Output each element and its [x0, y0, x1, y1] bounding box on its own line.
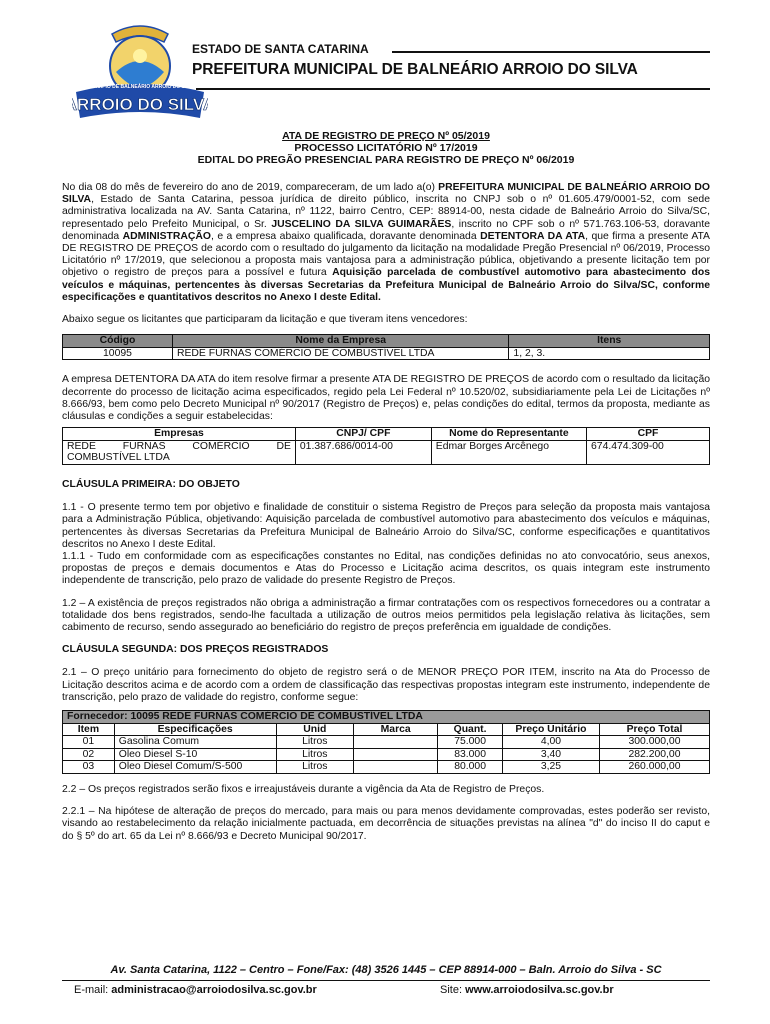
cell-especificacao: Gasolina Comum — [114, 736, 276, 749]
clausula-1-1-1: 1.1.1 - Tudo em conformidade com as especificações constantes no Edital, nas condições definidas no ato convocatório, seus anexos, propostas de preços e demais documentos e Atas do Processo e Licitação acima descritos, os quais integram este instrumento independente de transcrição, pelo prazo de validade do presente Registro de Preços. — [62, 551, 710, 587]
table-row — [63, 736, 710, 749]
municipal-logo — [72, 20, 208, 122]
cell-unid: Litros — [276, 736, 354, 749]
intro-text-h: DETENTORA DA ATA — [480, 230, 586, 242]
col-unid: Unid — [276, 723, 354, 736]
col-quant: Quant. — [438, 723, 503, 736]
cell-preco-unitario: 3,40 — [502, 748, 599, 761]
col-item: Item — [63, 723, 115, 736]
detentora-table — [62, 427, 710, 465]
col-preco-total: Preço Total — [599, 723, 709, 736]
svg-text:ARROIO DO SILVA: ARROIO DO SILVA — [72, 95, 208, 114]
cell-preco-total: 260.000,00 — [599, 761, 709, 774]
header-rule-top — [392, 51, 710, 53]
cell-preco-unitario: 3,25 — [502, 761, 599, 774]
cell-marca — [354, 761, 438, 774]
clausula-2-1: 2.1 – O preço unitário para fornecimento do objeto de registro será o de MENOR PREÇO POR ITEM, inscrito na Ata do Processo de Licitação descritos acima e de acordo com a ordem de classificação das respectivas propostas integram este instrumento, independente de transcrição, pelo prazo de validade do registro, conforme segue: — [62, 667, 710, 703]
cell-item: 01 — [63, 736, 115, 749]
cell-item: 03 — [63, 761, 115, 774]
clausula-2-2-1: 2.2.1 – Na hipótese de alteração de preços do mercado, para mais ou para menos devidamente comprovadas, estes poderão ser revisto, visando ao restabelecimento da relação inicialmente pactuada, em decorrência de situações previstas na alínea "d" do inciso II do caput e do § 5º do art. 65 da Lei nº 8.666/93 e Decreto Municipal 90/2017. — [62, 806, 710, 842]
col-codigo: Código — [63, 335, 173, 348]
cell-empresa: REDE FURNAS COMÉRCIO DE COMBUSTÍVEL LTDA — [172, 347, 508, 360]
clausula-1-1: 1.1 - O presente termo tem por objetivo e finalidade de constituir o sistema Registro de Preços para seleção da proposta mais vantajosa para a Administração Pública, objetivando: Aquisição parcelada de combustível automotivo para abastecimento dos veículos e máquinas, pertencentes às diversas Secretarias da Prefeitura Municipal de Balneário Arroio do Silva/SC, conforme especificações e quantitativos descritos no Anexo I deste Edital. — [62, 502, 710, 550]
logo-small-text: MUNICÍPIO DE BALNEÁRIO ARROIO DO SILVA — [84, 84, 196, 90]
clausula-primeira-title: CLÁUSULA PRIMEIRA: DO OBJETO — [62, 479, 240, 491]
cell-representante: Edmar Borges Arcênego — [431, 440, 586, 464]
clausula-segunda-title: CLÁUSULA SEGUNDA: DOS PREÇOS REGISTRADOS — [62, 644, 329, 656]
cell-unid: Litros — [276, 761, 354, 774]
processo-title: PROCESSO LICITATÓRIO Nº 17/2019 — [294, 141, 478, 154]
cell-marca — [354, 748, 438, 761]
cell-marca — [354, 736, 438, 749]
col-empresas: Empresas — [63, 428, 296, 441]
cell-quant: 75.000 — [438, 736, 503, 749]
intro-text-b: PREFEITURA MUNICIPAL DE BALNEÁRIO ARROIO DO SILVA — [62, 182, 710, 206]
ata-title: ATA DE REGISTRO DE PREÇO Nº 05/2019 — [282, 130, 490, 142]
email-link[interactable]: administracao@arroiodosilva.sc.gov.br — [111, 984, 317, 996]
col-cpf: CPF — [587, 428, 710, 441]
clausula-1-2: 1.2 – A existência de preços registrados não obriga a administração a firmar contratações com os respectivos fornecedores ou a contratar a totalidade dos bens registrados, sendo-lhe facultada a utilização de outros meios permitidos pela legislação relativa às licitações, sem cabimento de recurso, sendo assegurado ao beneficiário do registro de preços preferência em igualdade de condições. — [62, 597, 710, 634]
cell-quant: 80.000 — [438, 761, 503, 774]
cell-cpf: 674.474.309-00 — [587, 440, 710, 464]
footer-rule — [62, 980, 710, 981]
col-especificacoes: Especificações — [114, 723, 276, 736]
cell-codigo: 10095 — [63, 347, 173, 360]
table-row — [63, 347, 710, 360]
header-rule-bottom — [196, 88, 710, 90]
cell-unid: Litros — [276, 748, 354, 761]
cell-empresa: REDE FURNAS COMÉRCIO DE COMBUSTÍVEL LTDA — [63, 440, 296, 464]
state-name: ESTADO DE SANTA CATARINA — [192, 42, 369, 56]
footer-site — [440, 984, 614, 996]
table-row — [63, 440, 710, 464]
cell-itens: 1, 2, 3. — [509, 347, 710, 360]
col-preco-unitario: Preço Unitário — [502, 723, 599, 736]
col-representante: Nome do Representante — [431, 428, 586, 441]
document-titles — [62, 131, 710, 166]
cell-preco-unitario: 4,00 — [502, 736, 599, 749]
cell-preco-total: 282.200,00 — [599, 748, 709, 761]
intro-text-f: ADMINISTRAÇÃO — [122, 230, 211, 242]
licitantes-paragraph: Abaixo segue os licitantes que participaram da licitação e que tiveram itens vencedores: — [62, 314, 468, 326]
precos-table — [62, 710, 710, 774]
site-link[interactable]: www.arroiodosilva.sc.gov.br — [465, 984, 614, 996]
intro-text-g: , e a empresa abaixo qualificada, doravante denominada — [210, 230, 481, 242]
intro-text-e: , inscrito no CPF sob o nº 571.763.106-53, doravante denominada — [62, 218, 710, 242]
cell-item: 02 — [63, 748, 115, 761]
clausula-2-2: 2.2 – Os preços registrados serão fixos e irreajustáveis durante a vigência da Ata de Registro de Preços. — [62, 784, 545, 796]
intro-text-a: No dia 08 do mês de fevereiro do ano de 2019, compareceram, de um lado a(o) — [62, 182, 439, 193]
cell-especificacao: Óleo Diesel S-10 — [114, 748, 276, 761]
detentora-paragraph: A empresa DETENTORA DA ATA do item resolve firmar a presente ATA DE REGISTRO DE PREÇOS de acordo com o resultado da licitação decorrente do processo de licitação acima especificados, regido pela Lei Federal nº 10.520/02, subsidiariamente pela Lei de Licitações nº 8.666/93, bem como pelo Decreto Municipal nº 90/2017 (Registro de Preços) e, pelas condições do edital, termos da proposta, mediante as cláusulas e condições a seguir estabelecidas: — [62, 374, 710, 423]
site-label: Site: — [440, 984, 466, 996]
col-cnpj: CNPJ/ CPF — [295, 428, 431, 441]
table-row — [63, 761, 710, 774]
footer-email — [74, 984, 317, 996]
email-label: E-mail: — [74, 984, 112, 996]
intro-text-i: , que firma a presente ATA DE REGISTRO DE PREÇOS de acordo com o resultado do julgamento da licitação na modalidade Pregão Presencial nº 06/2019, Processo Licitatório nº 17/2019, que selecionou a proposta mais vantajosa para a administração pública, objetivando a presente licitação tem por objetivo o registro de preços para a possível e futura — [62, 230, 710, 279]
intro-text-d: JUSCELINO DA SILVA GUIMARÃES — [271, 218, 452, 230]
cell-quant: 83.000 — [438, 748, 503, 761]
intro-text-j: Aquisição parcelada de combustível automotivo para abastecimento dos veículos e máquinas, pertencentes às diversas Secretarias da Prefeitura Municipal de Balneário Arroio do Silva/SC, conforme especificações e quantitativos descritos no Anexo I deste Edital. — [62, 267, 710, 303]
col-marca: Marca — [354, 723, 438, 736]
intro-paragraph — [62, 182, 710, 304]
cell-especificacao: Óleo Diesel Comum/S-500 — [114, 761, 276, 774]
cell-preco-total: 300.000,00 — [599, 736, 709, 749]
edital-title: EDITAL DO PREGÃO PRESENCIAL PARA REGISTRO DE PREÇO Nº 06/2019 — [197, 153, 575, 166]
fornecedor-header: Fornecedor: 10095 REDE FURNAS COMÉRCIO DE COMBUSTÍVEL LTDA — [63, 711, 710, 724]
cell-cnpj: 01.387.686/0014-00 — [295, 440, 431, 464]
intro-text-c: , Estado de Santa Catarina, pessoa jurídica de direito público, inscrita no CNPJ sob o nº 01.605.479/0001-52, com sede administrativa localizada na AV. Santa Catarina, nº 1122, bairro Centro, CEP: 88914-00, nesta cidade de Balneário Arroio do Silva/SC, representado pelo Prefeito Municipal, o Sr. — [62, 194, 710, 230]
table-row — [63, 748, 710, 761]
licitantes-table — [62, 334, 710, 360]
col-empresa: Nome da Empresa — [172, 335, 508, 348]
document-body — [62, 182, 710, 853]
prefeitura-name: PREFEITURA MUNICIPAL DE BALNEÁRIO ARROIO DO SILVA — [192, 61, 638, 78]
col-itens: Itens — [509, 335, 710, 348]
footer-address: Av. Santa Catarina, 1122 – Centro – Fone/Fax: (48) 3526 1445 – CEP 88914-000 – Baln. Arroio do Silva - SC — [110, 964, 662, 976]
